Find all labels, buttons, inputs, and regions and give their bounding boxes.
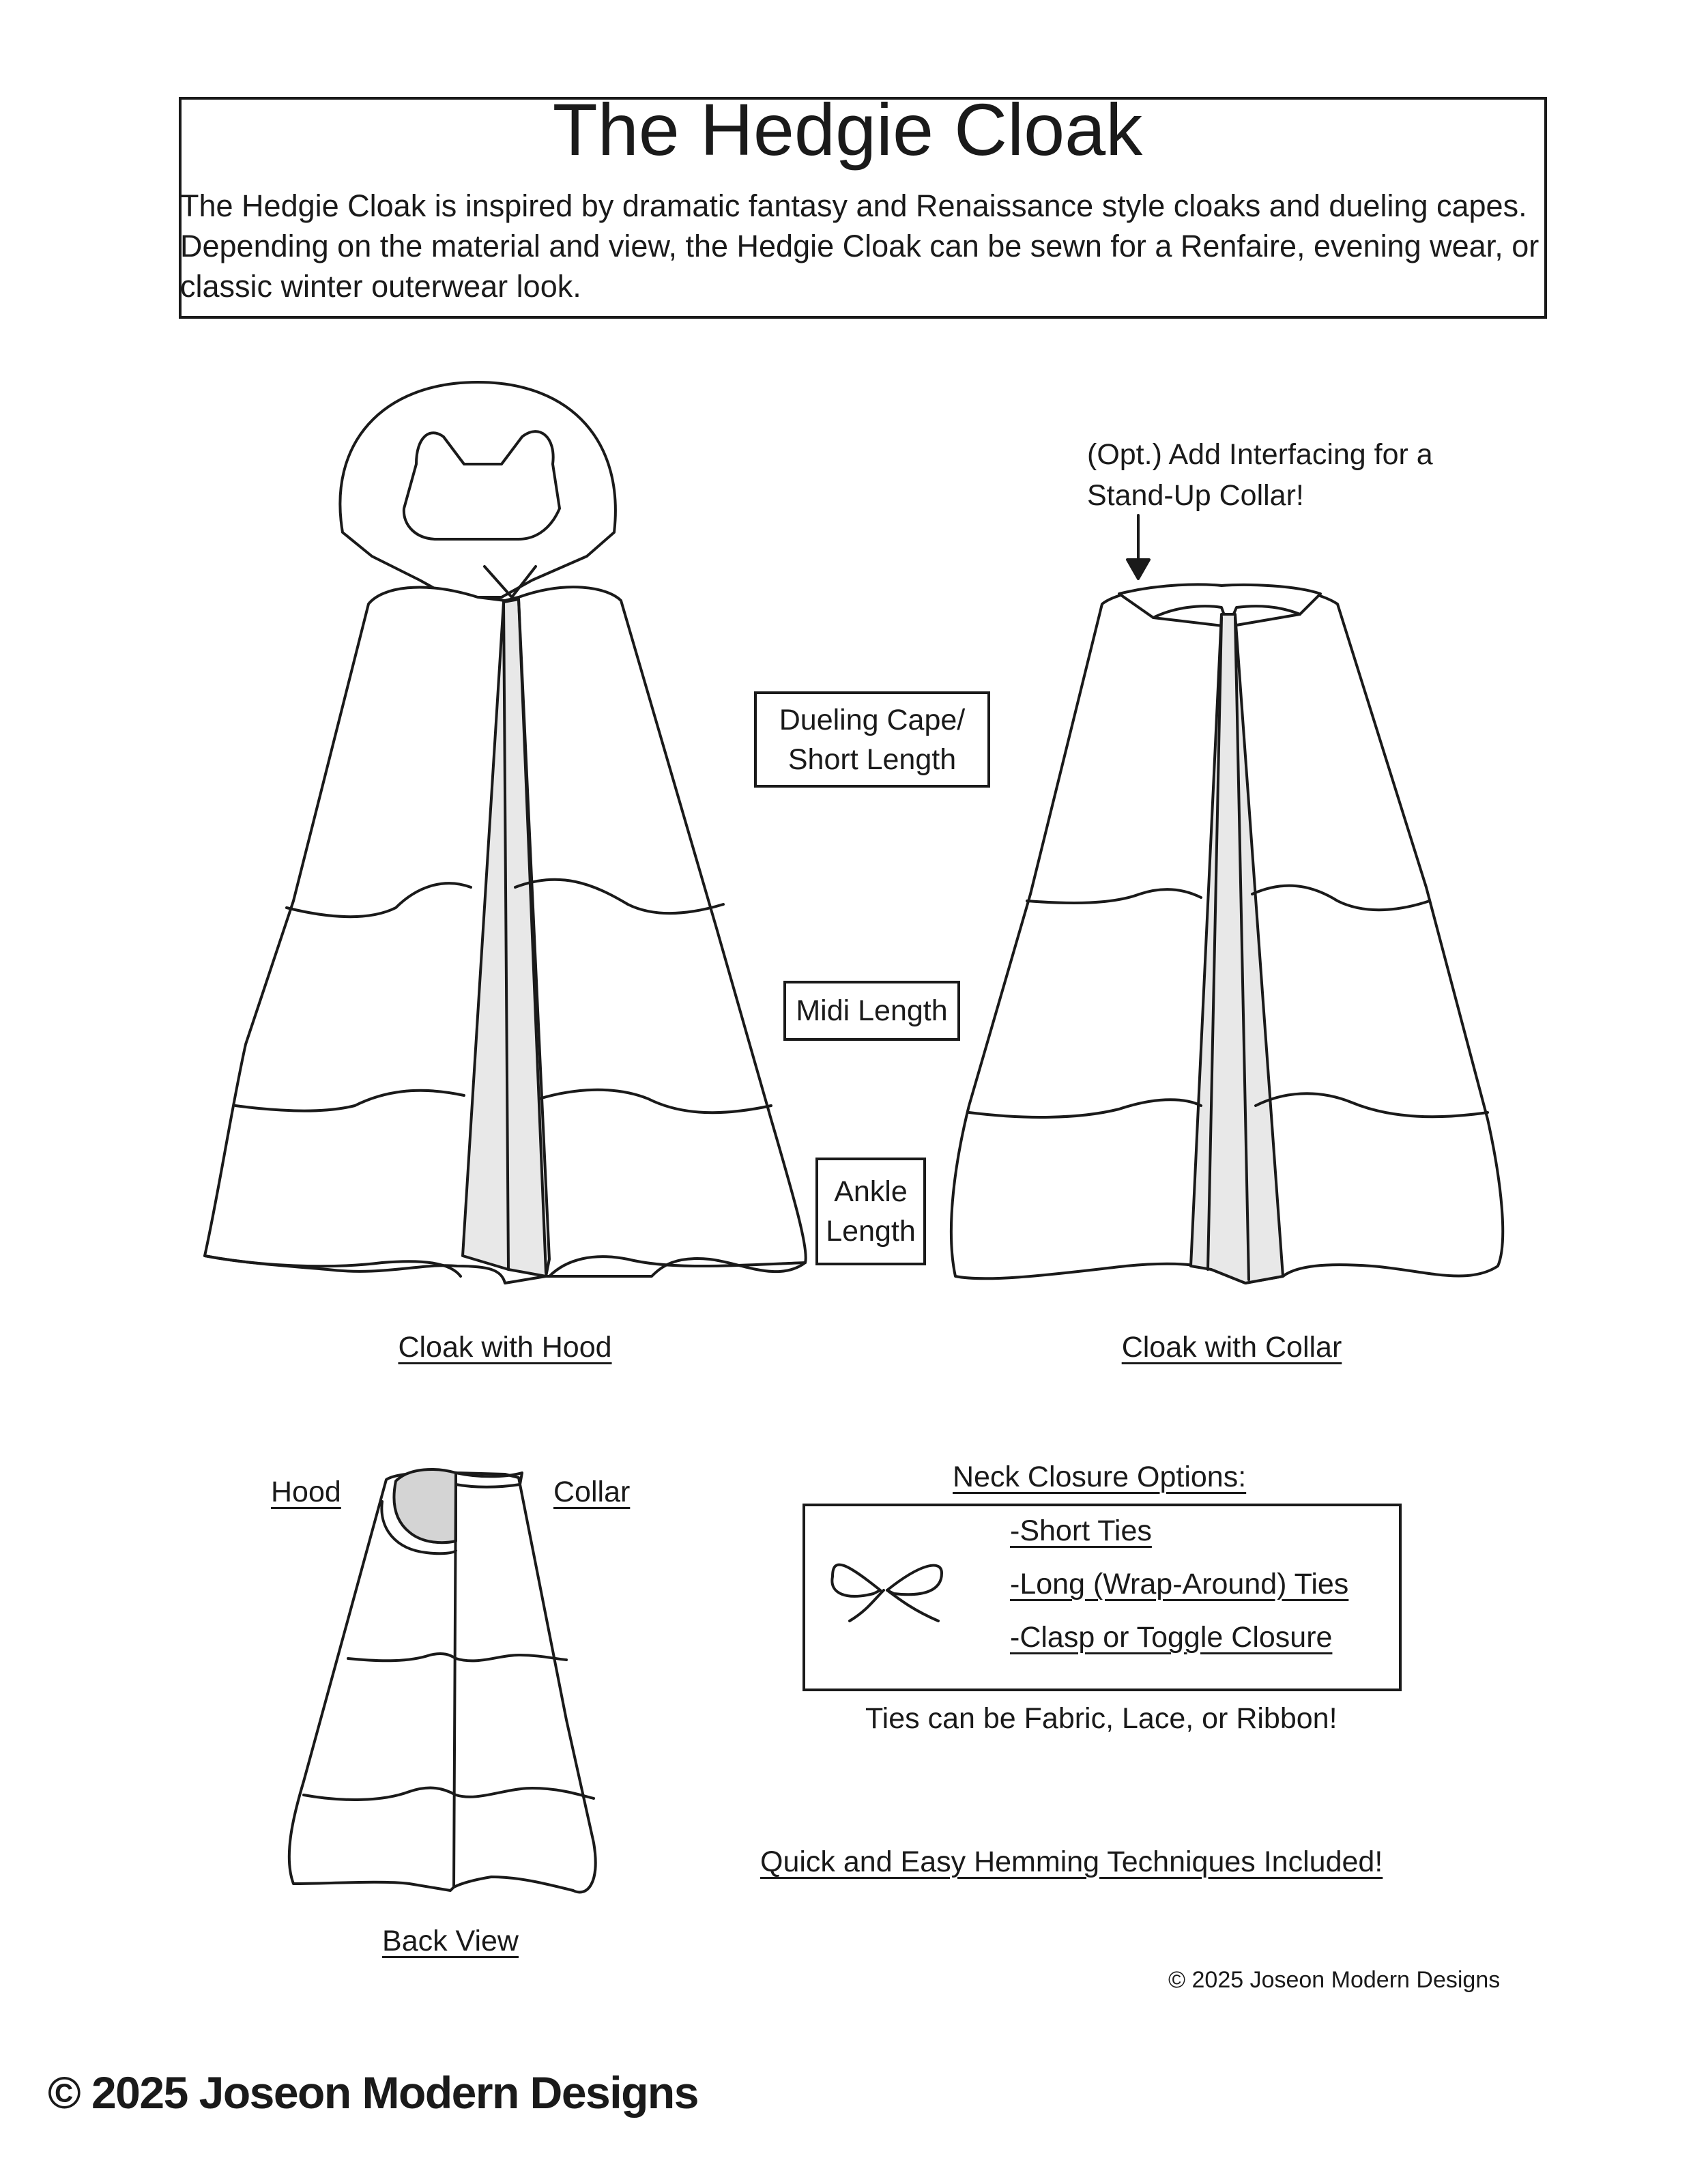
closure-option: -Clasp or Toggle Closure (1010, 1621, 1333, 1654)
caption-back-view: Back View (382, 1925, 519, 1957)
cloak-with-collar-drawing (951, 584, 1503, 1283)
intro-line: Depending on the material and view, the Hedgie Cloak can be sewn for a Renfaire, evening wear, or (180, 229, 1539, 263)
dueling-length-label: Dueling Cape/ Short Length (754, 691, 990, 788)
page-title: The Hedgie Cloak (552, 88, 1143, 171)
copyright-large: © 2025 Joseon Modern Designs (48, 2067, 698, 2118)
cloak-with-hood-drawing (205, 382, 806, 1283)
interfacing-note (1087, 434, 1433, 516)
intro-line: classic winter outerwear look. (180, 269, 581, 304)
intro-line: The Hedgie Cloak is inspired by dramatic fantasy and Renaissance style cloaks and dueling capes. (180, 188, 1527, 223)
midi-length-label: Midi Length (783, 981, 960, 1041)
back-view-drawing (289, 1469, 596, 1892)
ties-note: Ties can be Fabric, Lace, or Ribbon! (865, 1702, 1338, 1735)
hemming-note: Quick and Easy Hemming Techniques Included! (760, 1845, 1383, 1878)
closure-option: -Long (Wrap-Around) Ties (1010, 1568, 1349, 1600)
hood-label: Hood (271, 1476, 341, 1508)
interfacing-note-line: Stand-Up Collar! (1087, 479, 1304, 512)
collar-label: Collar (553, 1476, 631, 1508)
closure-option: -Short Ties (1010, 1514, 1152, 1547)
interfacing-arrow (1127, 515, 1149, 579)
ankle-length-label: Ankle Length (815, 1158, 926, 1265)
interfacing-note-line: (Opt.) Add Interfacing for a (1087, 438, 1433, 471)
neck-closure-heading: Neck Closure Options: (953, 1461, 1247, 1493)
copyright-small: © 2025 Joseon Modern Designs (1168, 1967, 1501, 1993)
caption-cloak-with-collar: Cloak with Collar (1121, 1331, 1342, 1364)
caption-cloak-with-hood: Cloak with Hood (398, 1331, 612, 1364)
